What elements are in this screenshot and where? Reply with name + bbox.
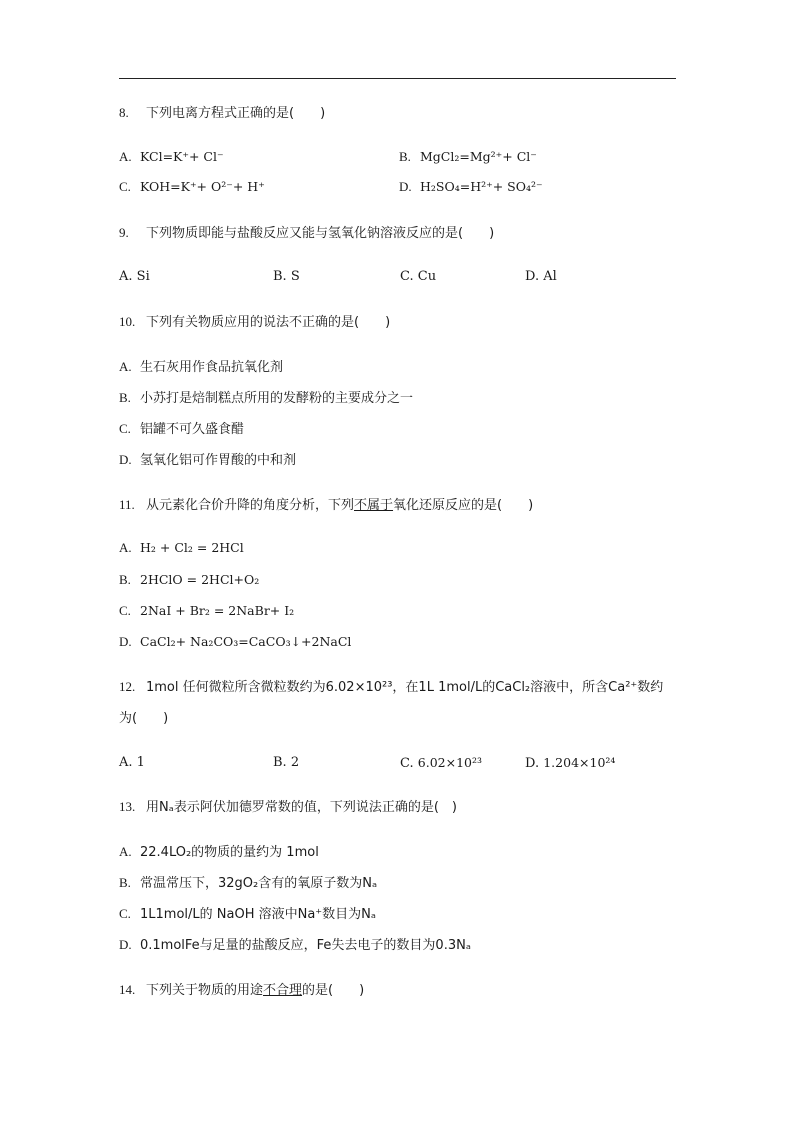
option-b[interactable]: B. MgCl₂=Mg²⁺+ Cl⁻	[399, 149, 537, 164]
option-c[interactable]: C. 6.02×10²³	[400, 755, 482, 771]
option-c[interactable]: C. 铝罐不可久盛食醋	[119, 421, 245, 437]
question-13-stem: 13. 用Nₐ表示阿伏加德罗常数的值，下列说法正确的是( )	[119, 799, 457, 815]
option-c[interactable]: C. 1L1mol/L的 NaOH 溶液中Na⁺数目为Nₐ	[119, 906, 376, 922]
option-a[interactable]: A. 1	[119, 755, 145, 770]
option-d[interactable]: D. 氢氧化铝可作胃酸的中和剂	[119, 452, 297, 468]
emphasis-underline: 不合理	[263, 983, 303, 998]
option-d[interactable]: D. H₂SO₄=H²⁺+ SO₄²⁻	[399, 179, 543, 194]
option-a[interactable]: A. 22.4LO₂的物质的量约为 1mol	[119, 844, 319, 860]
option-b[interactable]: B. 常温常压下，32gO₂含有的氧原子数为Nₐ	[119, 875, 378, 891]
question-10-stem: 10. 下列有关物质应用的说法不正确的是( )	[119, 314, 391, 330]
question-12-stem-continued: 为( )	[119, 711, 169, 726]
option-b[interactable]: B. 2HClO = 2HCl+O₂	[119, 572, 260, 587]
question-11-stem: 11. 从元素化合价升降的角度分析，下列不属于氧化还原反应的是( )	[119, 497, 534, 513]
question-14-stem: 14. 下列关于物质的用途不合理的是( )	[119, 982, 365, 998]
option-c[interactable]: C. Cu	[400, 269, 437, 284]
question-number: 10.	[119, 314, 136, 329]
question-number: 13.	[119, 799, 136, 814]
option-d[interactable]: D. 0.1molFe与足量的盐酸反应，Fe失去电子的数目为0.3Nₐ	[119, 937, 471, 953]
option-a[interactable]: A. H₂ + Cl₂ = 2HCl	[119, 540, 244, 555]
option-d[interactable]: D. Al	[525, 269, 557, 284]
question-number: 14.	[119, 982, 136, 997]
option-a[interactable]: A. 生石灰用作食品抗氧化剂	[119, 359, 284, 375]
question-8-options-row-2	[119, 178, 679, 197]
question-number: 11.	[119, 497, 135, 512]
option-b[interactable]: B. S	[273, 269, 300, 284]
option-d[interactable]: D. 1.204×10²⁴	[525, 755, 616, 771]
emphasis-underline: 不属于	[354, 498, 394, 513]
option-c[interactable]: C. 2NaI + Br₂ = 2NaBr+ I₂	[119, 603, 295, 618]
question-8-stem: 8. 下列电离方程式正确的是( )	[119, 105, 326, 121]
option-d[interactable]: D. CaCl₂+ Na₂CO₃=CaCO₃↓+2NaCl	[119, 634, 352, 649]
question-number: 9.	[119, 225, 129, 240]
question-number: 12.	[119, 679, 136, 694]
option-a[interactable]: A. KCl=K⁺+ Cl⁻	[119, 149, 224, 164]
option-b[interactable]: B. 小苏打是焙制糕点所用的发酵粉的主要成分之一	[119, 390, 414, 406]
question-9-stem: 9. 下列物质即能与盐酸反应又能与氢氧化钠溶液反应的是( )	[119, 225, 495, 241]
option-b[interactable]: B. 2	[273, 755, 300, 770]
question-12-stem: 12. 1mol 任何微粒所含微粒数约为6.02×10²³，在1L 1mol/L的CaCl₂溶液中，所含Ca²⁺数约	[119, 679, 664, 695]
question-8-options-row-1	[119, 148, 679, 167]
question-number: 8.	[119, 105, 129, 120]
option-c[interactable]: C. KOH=K⁺+ O²⁻+ H⁺	[119, 179, 265, 194]
option-a[interactable]: A. Si	[119, 269, 150, 284]
header-rule	[119, 78, 676, 79]
